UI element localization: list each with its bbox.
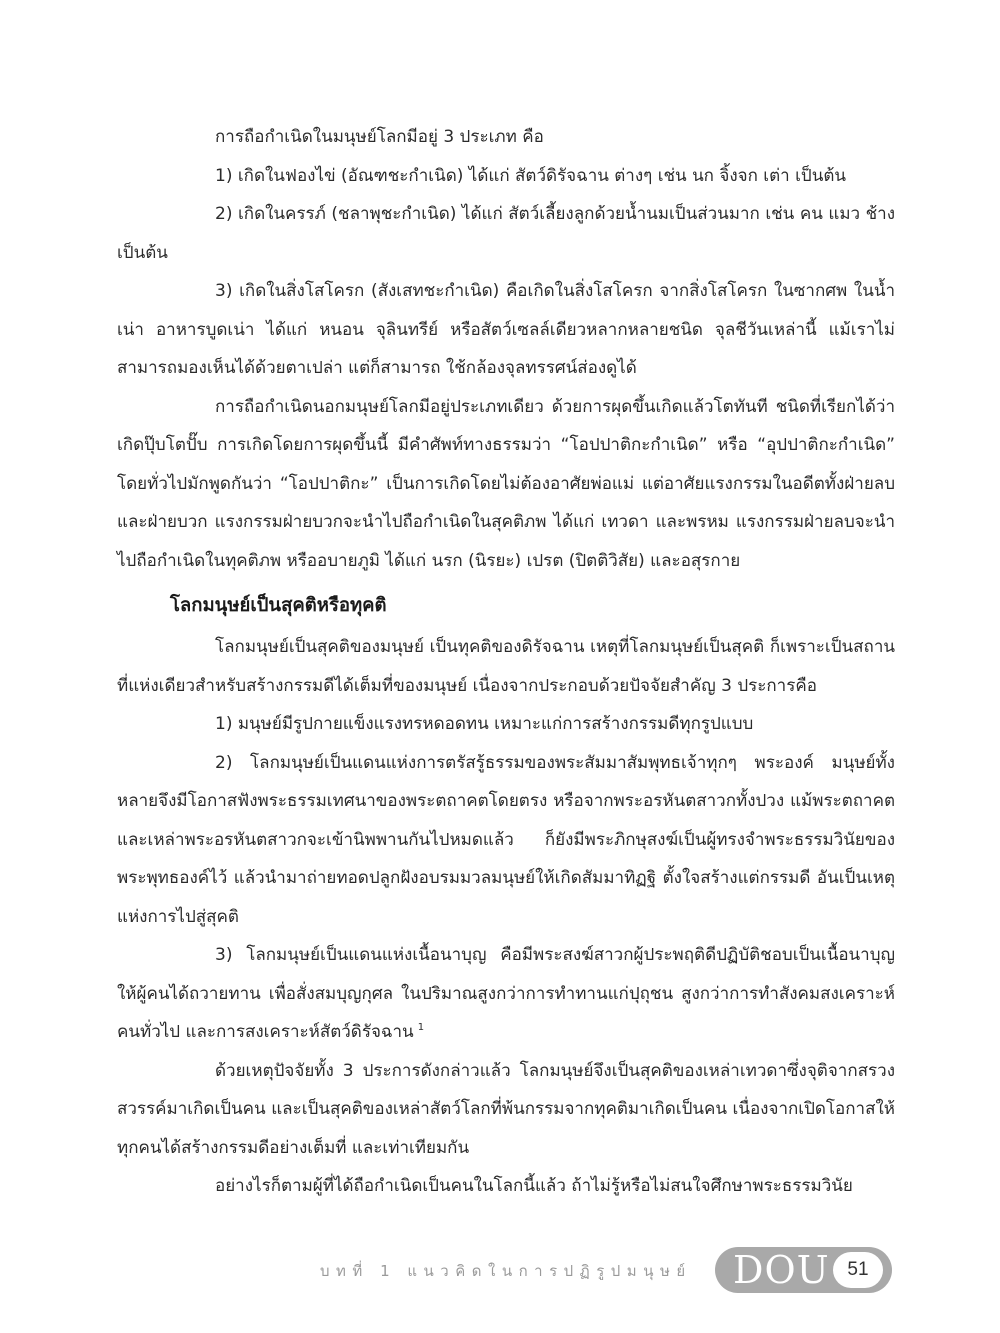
paragraph-item-2: 2) เกิดในครรภ์ (ชลาพุชะกำเนิด) ได้แก่ สัตว์เลี้ยงลูกด้วยน้ำนมเป็นส่วนมาก เช่น คน แมว ช้าง เป็นต้น [117, 204, 895, 263]
paragraph-item-1: 1) เกิดในฟองไข่ (อัณฑชะกำเนิด) ได้แก่ สัตว์ดิรัจฉาน ต่างๆ เช่น นก จิ้งจก เต่า เป็นต้น [215, 165, 846, 186]
paragraph-factor-1: 1) มนุษย์มีรูปกายแข็งแรงทรหดอดทน เหมาะแก่การสร้างกรรมดีทุกรูปแบบ [215, 714, 754, 734]
page-badge [715, 1247, 892, 1293]
paragraph-item-3: 3) เกิดในสิ่งโสโครก (สังเสทชะกำเนิด) คือเกิดในสิ่งโสโครก จากสิ่งโสโครก ในซากศพ ในน้ำเน่า อาหารบูดเน่า ได้แก่ หนอน จุลินทรีย์ หรือสัตว์เซลล์เดียวหลากหลายชนิด จุลชีวันเหล่านี้ แม้เราไม่สามารถมองเห็นได้ด้วยตาเปล่า แต่ก็สามารถ ใช้กล้องจุลทรรศน์ส่องดูได้ [117, 281, 895, 378]
footnote-marker[interactable]: 1 [417, 1022, 425, 1034]
page-number: 51 [833, 1252, 883, 1288]
paragraph-factor-3-text: 3) โลกมนุษย์เป็นแดนแห่งเนื้อนาบุญ คือมีพระสงฆ์สาวกผู้ประพฤติดีปฏิบัติชอบเป็นเนื้อนาบุญ ให้ผู้คนได้ถวายทาน เพื่อสั่งสมบุญกุศล ในปริมาณสูงกว่าการทำทานแก่ปุถุชน สูงกว่าการทำสังคมสงเคราะห์คนทั่วไป และการสงเคราะห์สัตว์ดิรัจฉาน [117, 945, 895, 1042]
paragraph-opapatika: การถือกำเนิดนอกมนุษย์โลกมีอยู่ประเภทเดียว ด้วยการผุดขึ้นเกิดแล้วโตทันที ชนิดที่เรียกได้ว่า เกิดปุ๊บโตปั๊บ การเกิดโดยการผุดขึ้นนี้ มีคำศัพท์ทางธรรมว่า “โอปปาติกะกำเนิด” หรือ “อุปปาติกะกำเนิด” โดยทั่วไปมักพูดกันว่า “โอปปาติกะ” เป็นการเกิดโดยไม่ต้องอาศัยพ่อแม่ แต่อาศัยแรงกรรมในอดีตทั้งฝ่ายลบและฝ่ายบวก แรงกรรมฝ่ายบวกจะนำไปถือกำเนิดในสุคติภพ ได้แก่ เทวดา และพรหม แรงกรรมฝ่ายลบจะนำไปถือกำเนิดในทุคติภพ หรืออบายภูมิ ได้แก่ นรก (นิรยะ) เปรต (ปิตติวิสัย) และอสุรกาย [117, 396, 895, 571]
chapter-title: บทที่ 1 แนวคิดในการปฏิรูปมนุษย์ [320, 1262, 692, 1280]
paragraph-section-intro: โลกมนุษย์เป็นสุคติของมนุษย์ เป็นทุคติของดิรัจฉาน เหตุที่โลกมนุษย์เป็นสุคติ ก็เพราะเป็นสถานที่แห่งเดียวสำหรับสร้างกรรมดีได้เต็มที่ของมนุษย์ เนื่องจากประกอบด้วยปัจจัยสำคัญ 3 ประการคือ [117, 637, 895, 696]
page-footer [0, 1245, 1000, 1295]
section-heading: โลกมนุษย์เป็นสุคติหรือทุคติ [170, 595, 387, 616]
dou-logo: DOU [733, 1248, 830, 1292]
body-text [117, 118, 895, 1206]
paragraph-factor-2: 2) โลกมนุษย์เป็นแดนแห่งการตรัสรู้ธรรมของพระสัมมาสัมพุทธเจ้าทุกๆ พระองค์ มนุษย์ทั้งหลายจึงมีโอกาสฟังพระธรรมเทศนาของพระตถาคตโดยตรง หรือจากพระอรหันตสาวกทั้งปวง แม้พระตถาคต และเหล่าพระอรหันตสาวกจะเข้านิพพานกันไปหมดแล้ว ก็ยังมีพระภิกษุสงฆ์เป็นผู้ทรงจำพระธรรมวินัยของพระพุทธองค์ไว้ แล้วนำมาถ่ายทอดปลูกฝังอบรมมวลมนุษย์ให้เกิดสัมมาทิฏฐิ ตั้งใจสร้างแต่กรรมดี อันเป็นเหตุแห่งการไปสู่สุคติ [117, 752, 895, 927]
paragraph-factor-3 [117, 936, 895, 1052]
paragraph-intro: การถือกำเนิดในมนุษย์โลกมีอยู่ 3 ประเภท คือ [215, 127, 544, 147]
paragraph-continued: อย่างไรก็ตามผู้ที่ได้ถือกำเนิดเป็นคนในโลกนี้แล้ว ถ้าไม่รู้หรือไม่สนใจศึกษาพระธรรมวินัย [215, 1176, 853, 1196]
paragraph-conclusion: ด้วยเหตุปัจจัยทั้ง 3 ประการดังกล่าวแล้ว โลกมนุษย์จึงเป็นสุคติของเหล่าเทวดาซึ่งจุติจากสรวงสวรรค์มาเกิดเป็นคน และเป็นสุคติของเหล่าสัตว์โลกที่พ้นกรรมจากทุคติมาเกิดเป็นคน เนื่องจากเปิดโอกาสให้ทุกคนได้สร้างกรรมดีอย่างเต็มที่ และเท่าเทียมกัน [117, 1060, 895, 1158]
